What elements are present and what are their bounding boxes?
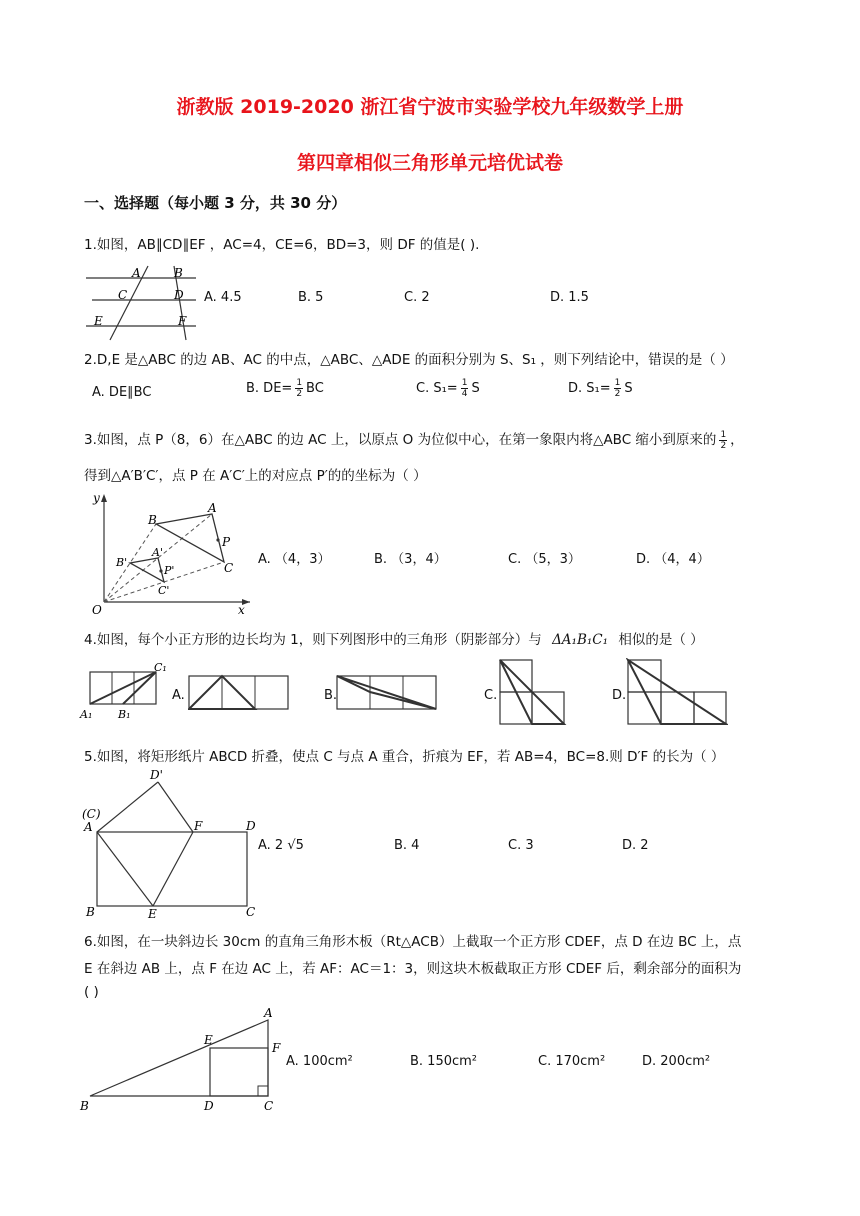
q3-label-a-prime: A' [152, 546, 163, 559]
q3-option-a: A. （4，3） [258, 552, 331, 567]
q6-stem-line-1: 6.如图，在一块斜边长 30cm 的直角三角形木板（Rt△ACB）上截取一个正方形 CDEF，点 D 在边 BC 上，点 [84, 934, 742, 950]
q1-label-a: A [132, 266, 141, 280]
q4-label-b1: B₁ [118, 708, 131, 721]
q2-option-d: D. S₁= $\frac{1}{2}$ S [568, 378, 633, 399]
q4-option-b-label: B. [324, 688, 338, 703]
q3-stem-line-1: 3.如图，点 P（8，6）在△ABC 的边 AC 上，以原点 O 为位似中心，在第一象限内将△ABC 缩小到原来的 $\frac{1}{2}$ ， [84, 429, 744, 451]
q5-label-d: D [246, 819, 256, 833]
q2-fraction-c: $\frac{1}{4}$ [461, 378, 468, 399]
title-line-1: 浙教版 2019-2020 浙江省宁波市实验学校九年级数学上册 [176, 96, 684, 118]
q5-label-b: B [86, 905, 95, 919]
q3-option-b: B. （3，4） [374, 552, 447, 567]
q3-homothety-figure [84, 490, 254, 616]
q5-label-d-prime: D' [150, 768, 163, 782]
q6-label-e: E [204, 1033, 213, 1047]
q3-option-c: C. （5，3） [508, 552, 581, 567]
q4-option-d-figure [626, 658, 728, 728]
q3-label-c-prime: C' [158, 584, 170, 597]
q1-option-c: C. 2 [404, 290, 430, 305]
q3-fraction: $\frac{1}{2}$ [720, 429, 727, 451]
q4-stem: 4.如图，每个小正方形的边长均为 1，则下列图形中的三角形（阴影部分）与 ΔA₁B₁C₁ 相似的是（ ） [84, 632, 704, 648]
q2-stem: 2.D,E 是△ABC 的边 AB、AC 的中点，△ABC、△ADE 的面积分别为 S、S₁ ，则下列结论中，错误的是（ ） [84, 352, 734, 368]
q1-label-b: B [174, 266, 183, 280]
q3-label-p: P [222, 535, 231, 549]
q1-label-f: F [178, 314, 187, 328]
q3-label-o: O [92, 603, 102, 616]
q2-option-a: A. DE∥BC [92, 385, 152, 400]
q2-option-b: B. DE= $\frac{1}{2}$ BC [246, 378, 324, 399]
q3-label-c: C [224, 561, 234, 575]
q4-option-a-label: A. [172, 688, 185, 703]
q1-option-d: D. 1.5 [550, 290, 589, 305]
q4-option-d-label: D. [612, 688, 627, 703]
q1-option-b: B. 5 [298, 290, 324, 305]
q3-label-y: y [93, 491, 100, 505]
q6-label-d: D [204, 1099, 214, 1113]
q4-option-c-figure [498, 658, 568, 728]
q2-fraction-b: $\frac{1}{2}$ [296, 378, 303, 399]
q3-label-b-prime: B' [116, 556, 128, 569]
q5-option-d: D. 2 [622, 838, 649, 853]
q6-stem-line-3: ( ) [84, 984, 99, 1000]
q6-triangle-square-figure [78, 1004, 288, 1116]
title-line-2: 第四章相似三角形单元培优试卷 [296, 152, 563, 174]
q5-label-a: A [84, 820, 93, 834]
q3-option-d: D. （4，4） [636, 552, 710, 567]
q3-label-a: A [208, 501, 217, 515]
q3-label-x: x [238, 603, 245, 616]
q4-label-c1: C₁ [154, 661, 167, 674]
q6-option-c: C. 170cm² [538, 1054, 606, 1069]
q1-label-c: C [118, 288, 128, 302]
q6-option-d: D. 200cm² [642, 1054, 711, 1069]
q4-label-a1: A₁ [80, 708, 93, 721]
q5-folded-rectangle-figure [80, 764, 266, 920]
q6-option-b: B. 150cm² [410, 1054, 478, 1069]
q2-fraction-d: $\frac{1}{2}$ [614, 378, 621, 399]
q3-label-b: B [148, 513, 157, 527]
q1-stem: 1.如图，AB∥CD∥EF ，AC=4，CE=6，BD=3，则 DF 的值是( ). [84, 237, 480, 253]
q5-label-c-paren: (C) [82, 807, 101, 821]
q6-label-b: B [80, 1099, 89, 1113]
q2-option-c: C. S₁= $\frac{1}{4}$ S [416, 378, 480, 399]
q5-label-e: E [148, 907, 157, 920]
q4-triangle-symbol: ΔA₁B₁C₁ [552, 632, 609, 648]
q5-stem: 5.如图，将矩形纸片 ABCD 折叠，使点 C 与点 A 重合，折痕为 EF，若 AB=4，BC=8.则 D′F 的长为（ ） [84, 749, 725, 765]
q1-option-a: A. 4.5 [204, 290, 242, 305]
q5-label-f: F [194, 819, 203, 833]
q6-label-a: A [264, 1006, 273, 1020]
q1-label-e: E [94, 314, 103, 328]
q1-label-d: D [174, 288, 184, 302]
q4-reference-figure [78, 660, 170, 724]
q6-stem-line-2: E 在斜边 AB 上，点 F 在边 AC 上，若 AF：AC＝1：3，则这块木板截取正方形 CDEF 后，剩余部分的面积为 [84, 961, 742, 977]
q5-option-a: A. 2 √5 [258, 838, 304, 853]
q1-parallel-lines-figure [84, 262, 202, 342]
q3-label-p-prime: P' [164, 564, 175, 577]
section-heading: 一、选择题（每小题 3 分，共 30 分） [84, 194, 347, 212]
q5-option-b: B. 4 [394, 838, 420, 853]
q6-option-a: A. 100cm² [286, 1054, 353, 1069]
q4-option-b-figure [336, 674, 438, 712]
q6-label-f: F [272, 1041, 281, 1055]
q4-option-c-label: C. [484, 688, 498, 703]
q3-stem-line-2: 得到△A′B′C′，点 P 在 A′C′上的对应点 P′的的坐标为（ ） [84, 468, 427, 484]
q6-label-c: C [264, 1099, 274, 1113]
q5-label-c: C [246, 905, 256, 919]
q4-option-a-figure [188, 674, 290, 712]
q5-option-c: C. 3 [508, 838, 534, 853]
